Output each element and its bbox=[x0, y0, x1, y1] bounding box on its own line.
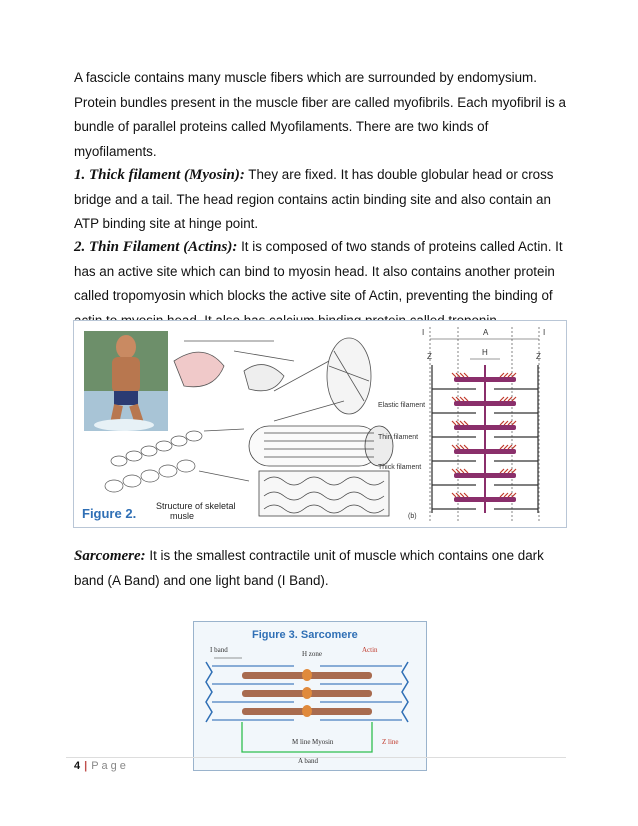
label-actin: Actin bbox=[362, 646, 378, 654]
label-thin-filament: Thin filament bbox=[378, 434, 419, 441]
figure-2-caption: Structure of skeletal bbox=[156, 501, 236, 511]
intro-text: A fascicle contains many muscle fibers which are surrounded by endomysium. Protein bundles present in the muscle fiber are called myofibrils. Each myofibril is a bundle of parallel proteins called Myofilaments. There are two kinds of myofilaments. bbox=[74, 70, 566, 159]
label-elastic-filament: Elastic filament bbox=[378, 402, 426, 409]
intro-paragraph bbox=[74, 66, 574, 164]
band-i-right: I bbox=[543, 328, 546, 337]
thick-filament-paragraph bbox=[74, 163, 574, 237]
label-thick-filament: Thick filament bbox=[378, 464, 422, 471]
myofibril-sketch bbox=[249, 426, 393, 516]
thin-filament-text: It is composed of two stands of proteins called Actin. It has an active site which can bind to myosin head. It also contains another protein called tropomyosin which blocks the active site of Actin, preventing the binding of bbox=[74, 239, 563, 303]
z-line-right: Z bbox=[536, 352, 541, 361]
thick-filament-heading: 1. Thick filament (Myosin): bbox=[74, 167, 245, 183]
band-a: A bbox=[483, 328, 489, 337]
sarcomere-paragraph bbox=[74, 544, 574, 593]
label-myosin: Myosin bbox=[312, 738, 334, 746]
thick-filament-text: They are fixed. It has double globular head or cross bridge and a tail. The head region contains actin binding site and also contain an ATP binding site at hinge point. bbox=[74, 167, 554, 231]
label-h-zone: H zone bbox=[302, 650, 323, 658]
sarcomere-diagram-b bbox=[378, 327, 545, 521]
label-b: (b) bbox=[408, 513, 417, 520]
page-word: Page bbox=[91, 760, 129, 772]
runner-photo bbox=[84, 331, 168, 431]
label-a-band: A band bbox=[298, 757, 319, 765]
band-h: H bbox=[482, 348, 488, 357]
label-m-line: M line bbox=[292, 738, 311, 746]
z-line-left: Z bbox=[427, 352, 432, 361]
figure-2-muscle-structure bbox=[73, 320, 567, 528]
figure-3-sarcomere bbox=[193, 621, 427, 771]
figure-2-caption-2: musle bbox=[170, 511, 195, 521]
band-i-left: I bbox=[422, 328, 425, 337]
footer-divider bbox=[66, 757, 566, 758]
figure-2-label: Figure 2. bbox=[82, 506, 137, 521]
thin-filament-paragraph bbox=[74, 235, 574, 333]
page-footer bbox=[74, 760, 129, 772]
footer-separator: | bbox=[84, 760, 88, 772]
sarcomere-heading: Sarcomere: bbox=[74, 548, 146, 564]
sarcomere-text: It is the smallest contractile unit of muscle which contains one dark band (A Band) and one light band (I Band). bbox=[74, 548, 544, 588]
label-i-band: I band bbox=[210, 646, 228, 654]
label-z-line: Z line bbox=[382, 738, 399, 746]
muscle-sketch bbox=[174, 338, 371, 421]
filament-chain-sketch bbox=[105, 429, 249, 492]
page-number: 4 bbox=[74, 760, 81, 772]
thin-filament-heading: 2. Thin Filament (Actins): bbox=[74, 239, 238, 255]
figure-3-title: Figure 3. Sarcomere bbox=[252, 629, 358, 641]
